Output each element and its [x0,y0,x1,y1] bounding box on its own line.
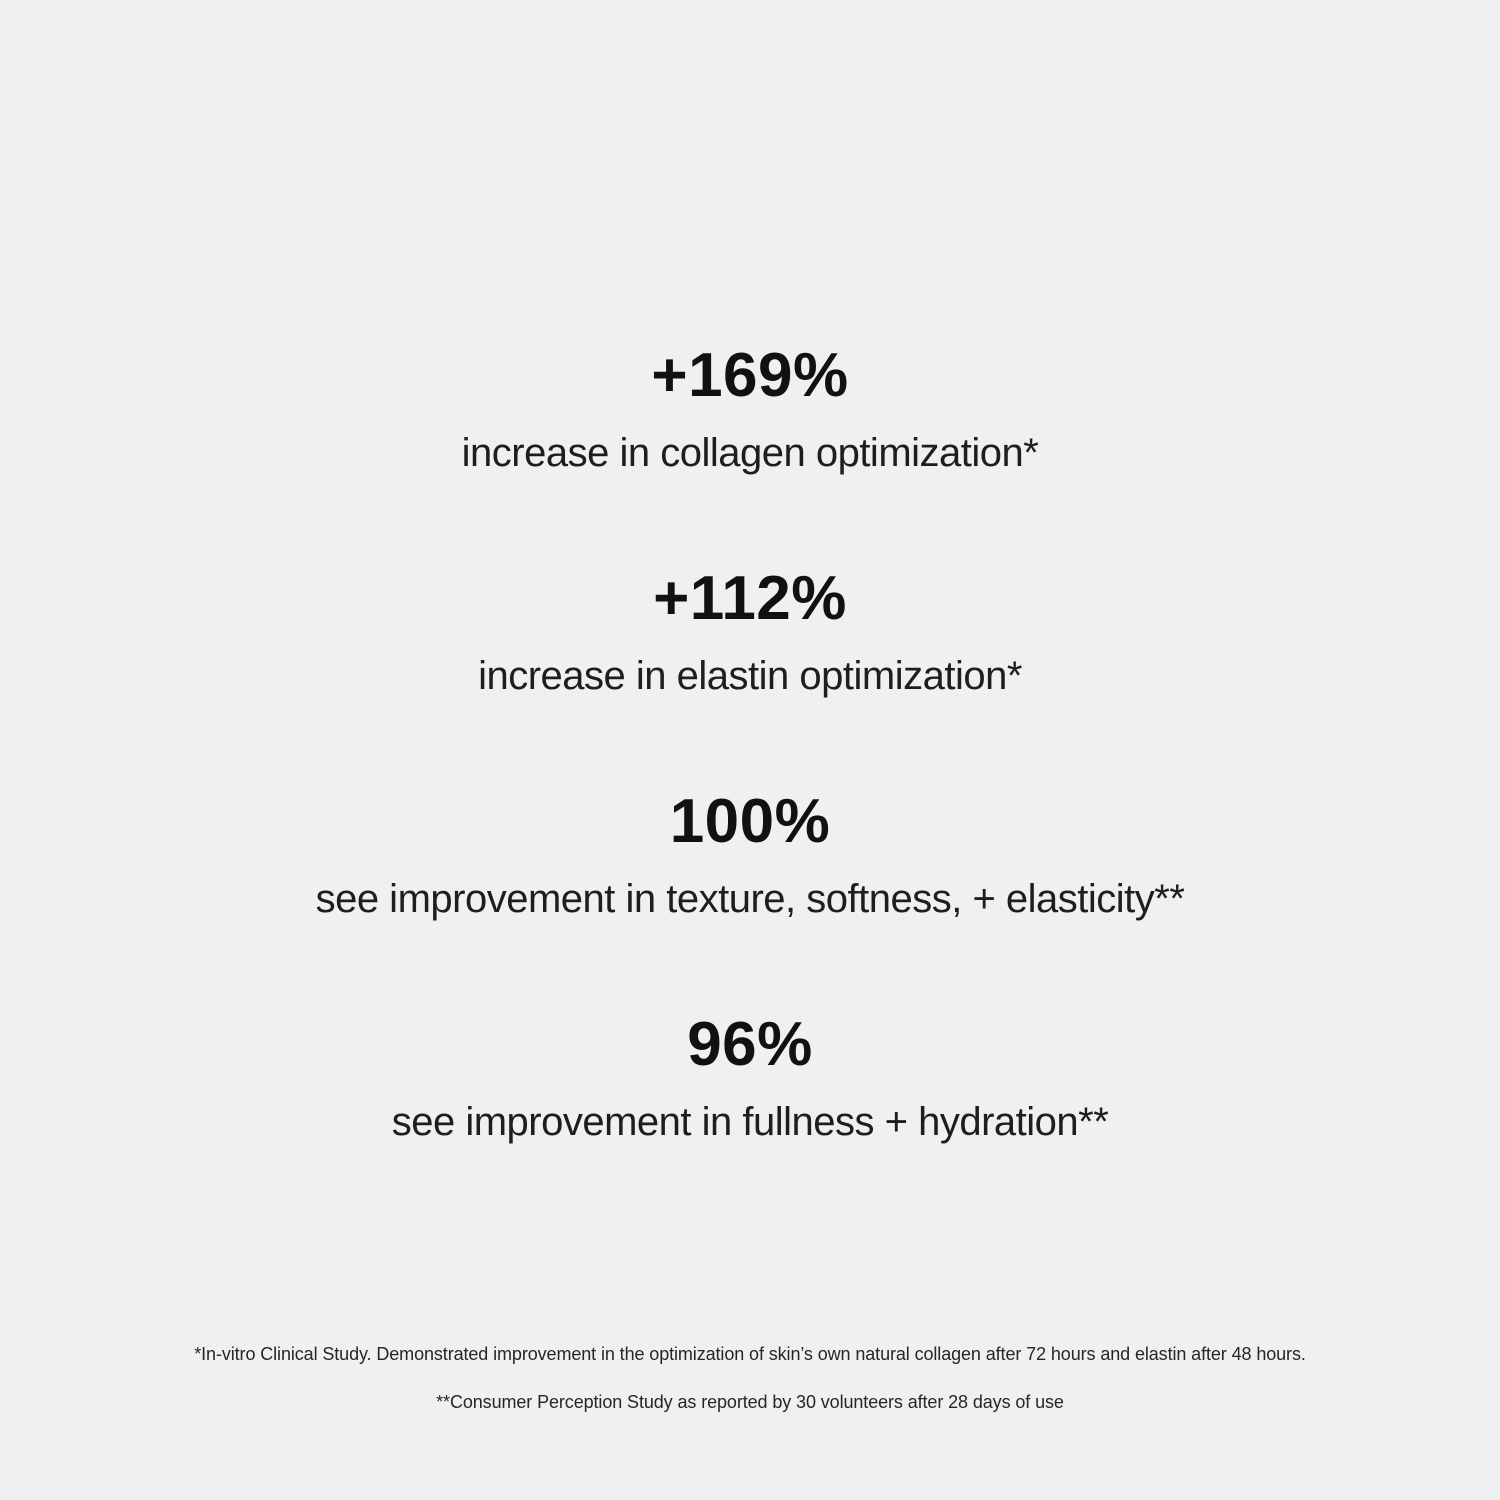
stat-collagen [0,341,1500,475]
stat-fullness [0,1010,1500,1144]
stat-value: +112% [653,564,847,633]
stat-description: increase in elastin optimization* [478,654,1022,698]
stats-list [0,341,1500,1144]
stat-description: increase in collagen optimization* [461,431,1039,475]
stat-texture [0,787,1500,921]
stat-description: see improvement in fullness + hydration** [391,1100,1109,1144]
footnote-clinical-study: *In-vitro Clinical Study. Demonstrated improvement in the optimization of skin’s own natural collagen after 72 hours and elastin after 48 hours. [194,1344,1306,1364]
footnotes [60,1345,1440,1411]
stat-value: +169% [651,341,849,410]
stat-elastin [0,564,1500,698]
footnote-consumer-study: **Consumer Perception Study as reported by 30 volunteers after 28 days of use [436,1392,1064,1412]
stat-value: 100% [669,787,831,856]
stat-description: see improvement in texture, softness, + elasticity** [315,877,1185,921]
stat-value: 96% [687,1010,813,1079]
